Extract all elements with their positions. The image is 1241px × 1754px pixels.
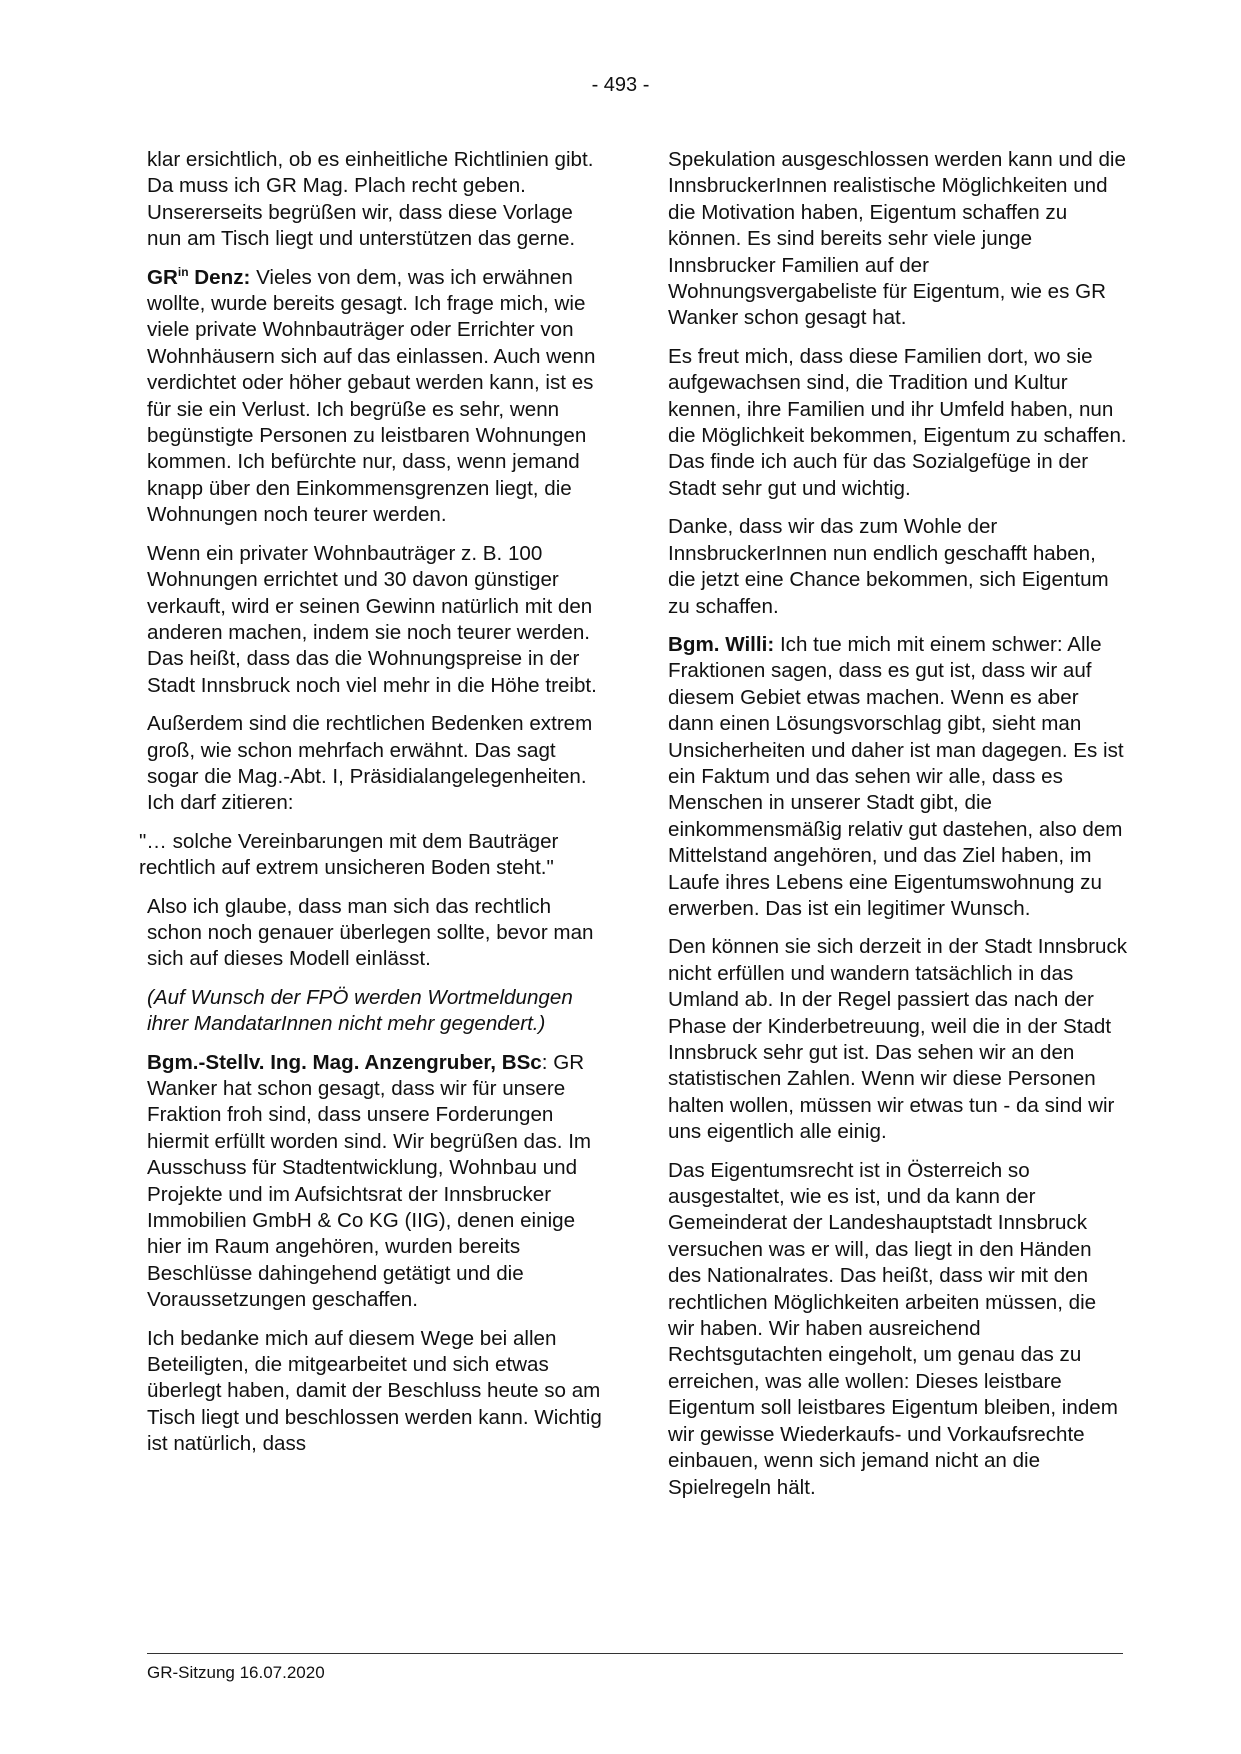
paragraph: Es freut mich, dass diese Familien dort, wo sie aufgewachsen sind, die Tradition und Kultur kennen, ihre Familien und ihr Umfeld haben, nun die Möglichkeit bekommen, Eigentum zu schaffen. Das finde ich auch für das Sozialgefüge in der Stadt sehr gut und wichtig.: [668, 344, 1127, 500]
paragraph: Spekulation ausgeschlossen werden kann und die InnsbruckerInnen realistische Möglichkeiten und die Motivation haben, Eigentum schaffen zu können. Es sind bereits sehr viele junge Innsbrucker Familien auf der Wohnungsvergabeliste für Eigentum, wie es GR Wanker schon gesagt hat.: [668, 148, 1126, 330]
speech-willi: [668, 632, 1128, 922]
speaker-colon: :: [541, 1050, 548, 1074]
footer-divider: [147, 1653, 1123, 1654]
speaker-superscript: in: [177, 264, 189, 279]
speech-text: Ich tue mich mit einem schwer: Alle Fraktionen sagen, dass es gut ist, dass wir auf diesem Gebiet etwas machen. Wenn es aber dann einen Lösungsvorschlag gibt, sieht man Unsicherheiten und daher ist man dagegen. Es ist ein Faktum und das sehen wir alle, dass es Menschen in unserer Stadt gibt, die einkommensmäßig relativ gut dastehen, also dem Mittelstand angehören, und das Ziel haben, im Laufe ihres Lebens eine Eigentumswohnung zu erwerben. Das ist ein legitimer Wunsch.: [668, 632, 1124, 920]
speaker-name: Bgm. Willi:: [668, 632, 775, 656]
speaker-surname: Denz:: [188, 265, 251, 289]
paragraph: Außerdem sind die rechtlichen Bedenken extrem groß, wie schon mehrfach erwähnt. Das sagt sogar die Mag.-Abt. I, Präsidialangelegenheiten. Ich darf zitieren:: [147, 712, 593, 815]
speech-text: GR Wanker hat schon gesagt, dass wir für unsere Fraktion froh sind, dass unsere Forderungen hiermit erfüllt worden sind. Wir begrüßen das. Im Ausschuss für Stadtentwicklung, Wohnbau und Projekte und im Aufsichtsrat der Innsbrucker Immobilien GmbH & Co KG (IIG), denen einige hier im Raum angehören, wurden bereits Beschlüsse dahingehend getätigt und die Voraussetzungen geschaffen.: [147, 1050, 592, 1312]
paragraph: Wenn ein privater Wohnbauträger z. B. 100 Wohnungen errichtet und 30 davon günstiger verkauft, wird er seinen Gewinn natürlich mit den anderen machen, indem sie noch teurer werden. Das heißt, dass das die Wohnungspreise in der Stadt Innsbruck noch viel mehr in die Höhe treibt.: [147, 541, 597, 697]
paragraph: Den können sie sich derzeit in der Stadt Innsbruck nicht erfüllen und wandern tatsächlich in das Umland ab. In der Regel passiert das nach der Phase der Kinderbetreuung, weil die in der Stadt Innsbruck sehr gut ist. Das sehen wir an den statistischen Zahlen. Wenn wir diese Personen halten wollen, müssen wir etwas tun - da sind wir uns eigentlich alle einig.: [668, 935, 1128, 1144]
speaker-name: Bgm.-Stellv. Ing. Mag. Anzengruber, BSc: [147, 1050, 542, 1074]
right-column: [668, 147, 1128, 1513]
speech-denz: [147, 265, 607, 529]
paragraph: klar ersichtlich, ob es einheitliche Richtlinien gibt. Da muss ich GR Mag. Plach recht geben. Unsererseits begrüßen wir, dass diese Vorlage nun am Tisch liegt und unterstützen das gerne.: [147, 148, 594, 251]
speaker-name: [147, 266, 250, 289]
paragraph: Ich bedanke mich auf diesem Wege bei allen Beteiligten, die mitgearbeitet und sich etwas überlegt haben, damit der Beschluss heute so am Tisch liegt und beschlossen werden kann. Wichtig ist natürlich, dass: [147, 1326, 602, 1456]
left-column: [139, 147, 607, 1470]
speech-anzengruber: [147, 1050, 607, 1314]
speech-text: Vieles von dem, was ich erwähnen wollte, wurde bereits gesagt. Ich frage mich, wie viele private Wohnbauträger oder Errichter von Wohnhäusern sich auf das einlassen. Auch wenn verdichtet oder höher gebaut werden kann, ist es für sie ein Verlust. Ich begrüße es sehr, wenn begünstigte Personen zu leistbaren Wohnungen kommen. Ich befürchte nur, dass, wenn jemand knapp über den Einkommensgrenzen liegt, die Wohnungen noch teurer werden.: [147, 265, 596, 527]
quotation: "… solche Vereinbarungen mit dem Bauträger rechtlich auf extrem unsicheren Boden steht.": [139, 829, 559, 880]
paragraph: Das Eigentumsrecht ist in Österreich so ausgestaltet, wie es ist, und da kann der Gemeinderat der Landeshauptstadt Innsbruck versuchen was er will, das liegt in den Händen des Nationalrates. Das heißt, dass wir mit den rechtlichen Möglichkeiten arbeiten müssen, die wir haben. Wir haben ausreichend Rechtsgutachten eingeholt, um genau das zu erreichen, was alle wollen: Dieses leistbare Eigentum soll leistbares Eigentum bleiben, indem wir gewisse Wiederkaufs- und Vorkaufsrechte einbauen, wenn sich jemand nicht an die Spielregeln hält.: [668, 1158, 1118, 1499]
paragraph: Danke, dass wir das zum Wohle der InnsbruckerInnen nun endlich geschafft haben, die jetzt eine Chance bekommen, sich Eigentum zu schaffen.: [668, 515, 1109, 618]
editorial-note: (Auf Wunsch der FPÖ werden Wortmeldungen ihrer MandatarInnen nicht mehr gegendert.): [147, 985, 573, 1036]
paragraph: Also ich glaube, dass man sich das rechtlich schon noch genauer überlegen sollte, bevor man sich auf dieses Modell einlässt.: [147, 894, 594, 971]
speaker-prefix: GR: [147, 265, 178, 289]
page-number: - 493 -: [591, 74, 650, 96]
footer-session-date: GR-Sitzung 16.07.2020: [147, 1663, 325, 1682]
